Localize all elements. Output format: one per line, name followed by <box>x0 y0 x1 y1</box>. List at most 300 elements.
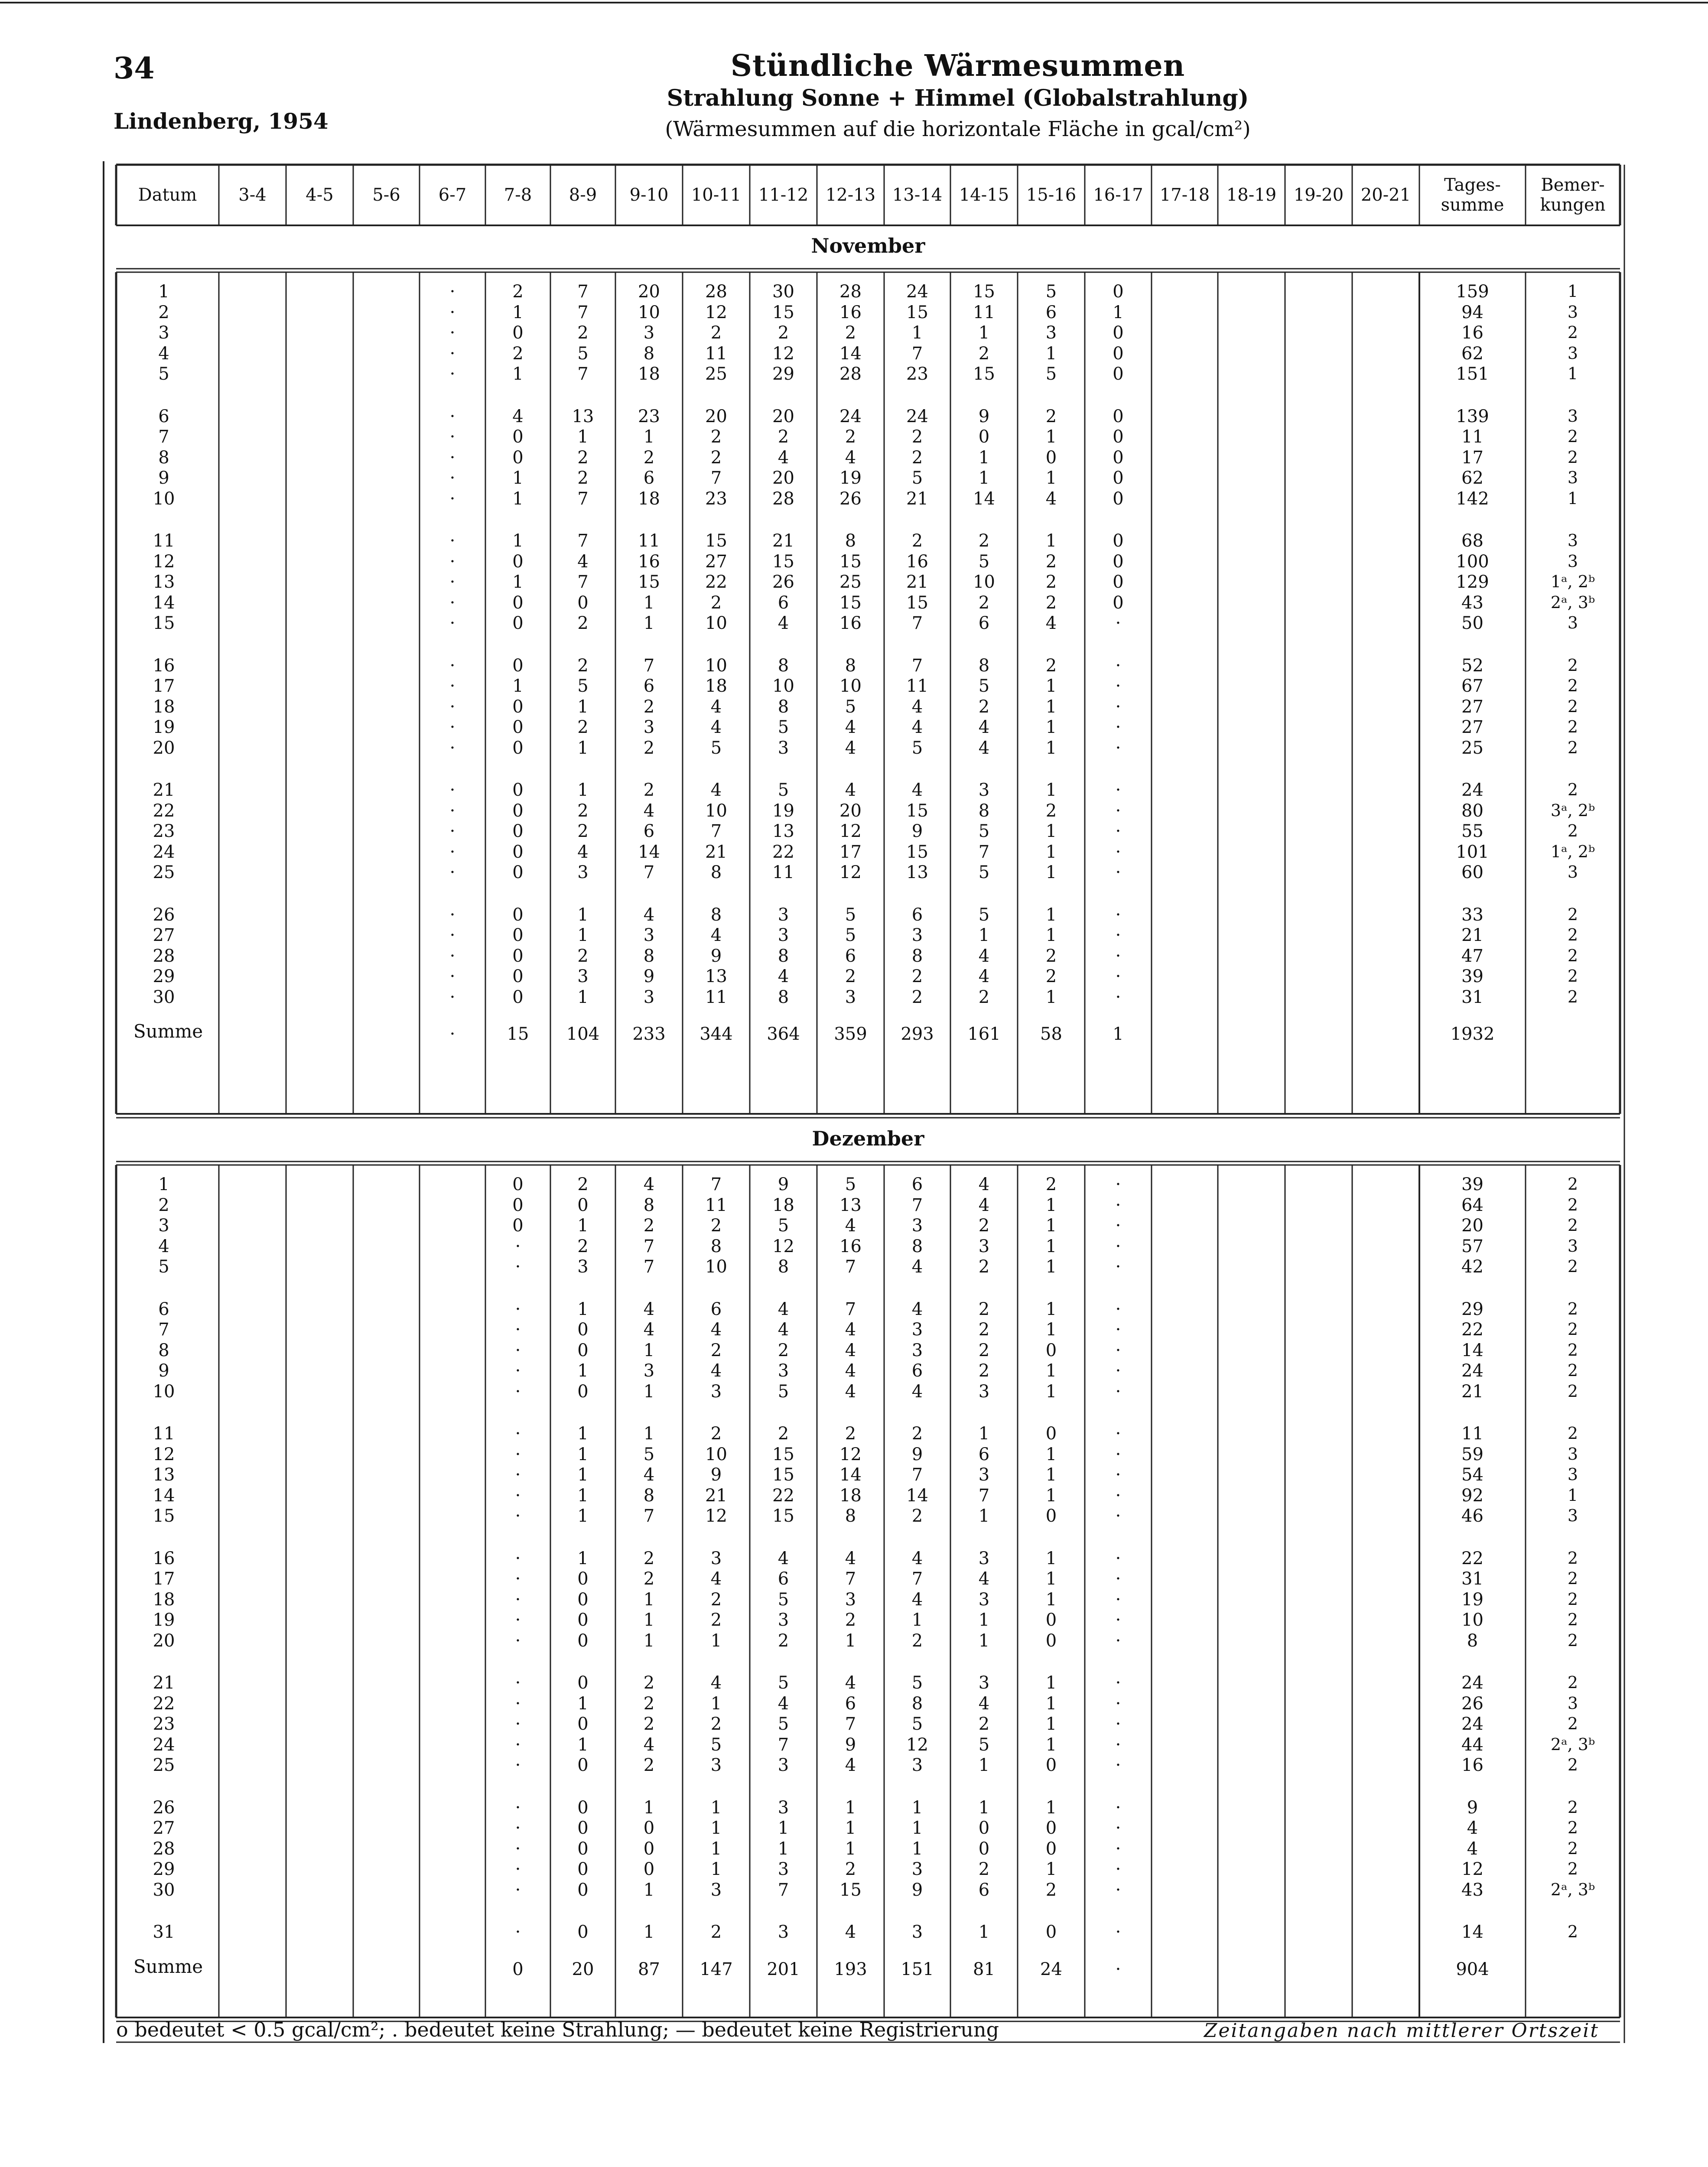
hourly-value: 1 <box>512 364 524 384</box>
hourly-value: 6 <box>911 1361 923 1381</box>
hourly-value: 10 <box>705 613 727 633</box>
hourly-value: 7 <box>911 343 923 364</box>
remark-code: 2 <box>1567 1797 1578 1817</box>
hourly-value: · <box>1115 1340 1121 1360</box>
hourly-value: 1 <box>643 1589 655 1610</box>
hourly-value: · <box>1115 821 1121 841</box>
hourly-value: · <box>1115 842 1121 862</box>
day-number: 13 <box>153 572 175 592</box>
hourly-value: 1 <box>911 1610 923 1630</box>
column-header: 16-17 <box>1093 185 1143 205</box>
hourly-value: · <box>515 1506 521 1526</box>
hourly-value: 4 <box>710 717 722 737</box>
hourly-value: 1 <box>1045 676 1057 696</box>
hourly-value: 0 <box>512 447 524 468</box>
hourly-value: 28 <box>705 282 727 302</box>
column-header: 15-16 <box>1026 185 1077 205</box>
hourly-value: 5 <box>845 1175 856 1194</box>
hourly-value: 10 <box>638 302 660 322</box>
hourly-value: 1 <box>978 468 990 488</box>
hourly-value: 5 <box>845 925 856 945</box>
hourly-value: 4 <box>1045 613 1057 633</box>
hourly-value: 1 <box>643 427 655 447</box>
remark-code: 2 <box>1567 987 1578 1006</box>
section-title: Dezember <box>812 1127 924 1150</box>
remark-code: 3ᵃ, 2ᵇ <box>1550 800 1595 820</box>
hourly-value: 2 <box>643 1755 655 1775</box>
hourly-value: 4 <box>978 1195 990 1215</box>
hourly-value: · <box>1115 1320 1121 1340</box>
daily-total: 11 <box>1461 1424 1484 1444</box>
hourly-value: 4 <box>710 1361 722 1381</box>
day-number: 12 <box>153 1444 175 1464</box>
daily-total: 21 <box>1461 1381 1484 1402</box>
hourly-value: 7 <box>845 1714 856 1734</box>
hourly-value: 3 <box>911 925 923 945</box>
hourly-value: 2 <box>845 966 856 986</box>
hourly-value: 8 <box>710 905 722 925</box>
remark-code: 2 <box>1567 1922 1578 1941</box>
hourly-value: 5 <box>978 821 990 841</box>
hourly-value: · <box>1115 1880 1121 1900</box>
column-header: 12-13 <box>825 185 876 205</box>
hourly-value: 2 <box>577 468 589 488</box>
hourly-value: · <box>449 780 455 800</box>
hourly-value: 5 <box>911 738 923 758</box>
hourly-value: 24 <box>906 282 928 302</box>
hourly-value: 1 <box>1045 1381 1057 1402</box>
hourly-value: 2 <box>577 655 589 676</box>
hourly-value: 8 <box>845 1506 856 1526</box>
hourly-value: · <box>1115 1361 1121 1381</box>
hourly-value: 4 <box>911 780 923 800</box>
hourly-value: 1 <box>577 1506 589 1526</box>
hourly-value: · <box>449 592 455 613</box>
hourly-value: 2 <box>911 1630 923 1651</box>
hourly-value: 3 <box>778 905 789 925</box>
hourly-value: 1 <box>1045 1569 1057 1589</box>
hourly-value: 2 <box>643 1569 655 1589</box>
hourly-value: 0 <box>978 427 990 447</box>
hourly-value: 2 <box>710 323 722 343</box>
hourly-value: 4 <box>845 1548 856 1568</box>
hourly-value: 19 <box>772 800 794 821</box>
hourly-value: 0 <box>512 613 524 633</box>
hourly-value: 1 <box>577 780 589 800</box>
hourly-value: · <box>449 572 455 592</box>
column-header: 17-18 <box>1159 185 1210 205</box>
hourly-value: 0 <box>512 905 524 925</box>
hourly-value: 0 <box>577 1610 589 1630</box>
hourly-value: 16 <box>638 551 660 572</box>
hourly-value: · <box>515 1673 521 1693</box>
hourly-value: 4 <box>911 696 923 717</box>
daily-total: 50 <box>1461 613 1484 633</box>
daily-total: 8 <box>1467 1630 1478 1651</box>
daily-total: 94 <box>1461 302 1484 322</box>
hourly-value: · <box>515 1755 521 1775</box>
hourly-value: 4 <box>643 1320 655 1340</box>
column-header: 13-14 <box>892 185 943 205</box>
hourly-value: 2 <box>778 1424 789 1444</box>
hourly-value: · <box>1115 1610 1121 1630</box>
hourly-value: 16 <box>839 1236 862 1256</box>
day-number: 3 <box>158 1216 169 1236</box>
hourly-value: 1 <box>978 323 990 343</box>
hourly-value: 3 <box>845 987 856 1007</box>
hourly-value: 7 <box>911 613 923 633</box>
hourly-value: 5 <box>911 468 923 488</box>
day-number: 15 <box>153 613 175 633</box>
sum-value: 24 <box>1040 1959 1062 1979</box>
hourly-value: 1 <box>577 1485 589 1506</box>
remark-code: 1 <box>1567 282 1578 301</box>
hourly-value: 1 <box>1045 1673 1057 1693</box>
daily-total: 44 <box>1461 1734 1484 1755</box>
hourly-value: 1 <box>978 1922 990 1942</box>
remark-code: 1 <box>1567 1485 1578 1505</box>
hourly-value: 4 <box>845 447 856 468</box>
hourly-value: · <box>1115 1485 1121 1506</box>
hourly-value: 15 <box>638 572 660 592</box>
hourly-value: 3 <box>778 1755 789 1775</box>
day-number: 11 <box>153 531 175 551</box>
day-number: 20 <box>153 1630 175 1651</box>
hourly-value: 7 <box>710 468 722 488</box>
hourly-value: 10 <box>705 655 727 676</box>
hourly-value: · <box>515 1320 521 1340</box>
hourly-value: 4 <box>911 1299 923 1319</box>
hourly-value: · <box>1115 800 1121 821</box>
hourly-value: · <box>1115 1506 1121 1526</box>
hourly-value: 1 <box>1045 343 1057 364</box>
daily-total: 21 <box>1461 925 1484 945</box>
hourly-value: 0 <box>512 842 524 862</box>
remark-code: 2 <box>1567 1381 1578 1401</box>
daily-total: 17 <box>1461 447 1484 468</box>
hourly-value: 27 <box>705 551 727 572</box>
hourly-value: 4 <box>643 1465 655 1485</box>
hourly-value: 0 <box>1113 551 1124 572</box>
hourly-value: 15 <box>705 531 727 551</box>
hourly-value: · <box>449 842 455 862</box>
daily-total: 80 <box>1461 800 1484 821</box>
hourly-value: 0 <box>512 1216 524 1236</box>
hourly-value: 18 <box>638 364 660 384</box>
hourly-value: 0 <box>577 1797 589 1818</box>
hourly-value: 1 <box>1045 1589 1057 1610</box>
hourly-value: 0 <box>1113 468 1124 488</box>
hourly-value: 2 <box>845 323 856 343</box>
hourly-value: 8 <box>778 946 789 966</box>
hourly-value: 8 <box>778 1257 789 1277</box>
day-number: 20 <box>153 738 175 758</box>
hourly-value: 3 <box>978 1548 990 1568</box>
hourly-value: 1 <box>1045 862 1057 882</box>
hourly-value: · <box>1115 1465 1121 1485</box>
hourly-value: · <box>1115 1734 1121 1755</box>
hourly-value: 15 <box>839 592 862 613</box>
column-header: 6-7 <box>438 185 467 205</box>
hourly-value: 5 <box>778 717 789 737</box>
hourly-value: 1 <box>1045 1361 1057 1381</box>
hourly-value: 1 <box>1045 1320 1057 1340</box>
day-number: 23 <box>153 1714 175 1734</box>
hourly-value: 25 <box>839 572 862 592</box>
hourly-value: 3 <box>978 1589 990 1610</box>
hourly-value: 1 <box>978 925 990 945</box>
hourly-value: 0 <box>512 551 524 572</box>
hourly-value: 15 <box>772 1465 794 1485</box>
daily-total: 33 <box>1461 905 1484 925</box>
hourly-value: 3 <box>978 780 990 800</box>
remark-code: 2 <box>1567 1424 1578 1443</box>
hourly-value: 8 <box>911 1693 923 1714</box>
hourly-value: 2 <box>845 1424 856 1444</box>
hourly-value: 4 <box>911 1257 923 1277</box>
hourly-value: 5 <box>577 676 589 696</box>
hourly-value: · <box>515 1838 521 1859</box>
hourly-value: 9 <box>911 821 923 841</box>
hourly-value: 4 <box>778 613 789 633</box>
hourly-value: 1 <box>643 1381 655 1402</box>
hourly-value: 8 <box>643 1195 655 1215</box>
hourly-value: · <box>515 1548 521 1568</box>
daily-total: 31 <box>1461 1569 1484 1589</box>
hourly-value: 0 <box>1113 282 1124 302</box>
sum-value: 20 <box>572 1959 594 1979</box>
day-number: 13 <box>153 1465 175 1485</box>
hourly-value: 7 <box>778 1880 789 1900</box>
hourly-value: 11 <box>705 1195 727 1215</box>
hourly-value: 6 <box>911 1175 923 1194</box>
hourly-value: · <box>515 1299 521 1319</box>
remark-code: 2 <box>1567 1630 1578 1650</box>
daily-total: 59 <box>1461 1444 1484 1464</box>
hourly-value: 4 <box>978 1569 990 1589</box>
hourly-value: 0 <box>512 655 524 676</box>
hourly-value: 7 <box>577 531 589 551</box>
hourly-value: 4 <box>911 1381 923 1402</box>
hourly-value: 4 <box>577 551 589 572</box>
hourly-value: 2 <box>643 1548 655 1568</box>
hourly-value: 1 <box>1045 1216 1057 1236</box>
hourly-value: 0 <box>577 1381 589 1402</box>
remark-code: 2 <box>1567 738 1578 757</box>
hourly-value: 0 <box>512 946 524 966</box>
day-number: 30 <box>153 1880 175 1900</box>
hourly-value: 0 <box>1113 343 1124 364</box>
hourly-value: 28 <box>839 282 862 302</box>
daily-total: 67 <box>1461 676 1484 696</box>
hourly-value: 9 <box>778 1175 789 1194</box>
hourly-value: 5 <box>911 1714 923 1734</box>
hourly-value: 10 <box>973 572 995 592</box>
hourly-value: 1 <box>577 1299 589 1319</box>
hourly-value: 8 <box>845 531 856 551</box>
hourly-value: 4 <box>577 842 589 862</box>
hourly-value: 4 <box>643 800 655 821</box>
hourly-value: 3 <box>643 925 655 945</box>
hourly-value: · <box>449 551 455 572</box>
day-number: 8 <box>158 1340 169 1360</box>
hourly-value: · <box>515 1922 521 1942</box>
hourly-value: 4 <box>1045 488 1057 509</box>
day-number: 4 <box>158 343 169 364</box>
hourly-value: · <box>449 282 455 302</box>
remark-code: 2 <box>1567 1569 1578 1588</box>
hourly-value: 1 <box>845 1838 856 1859</box>
hourly-value: 3 <box>845 1589 856 1610</box>
hourly-value: 8 <box>978 655 990 676</box>
hourly-value: · <box>1115 613 1121 633</box>
hourly-value: · <box>515 1444 521 1464</box>
hourly-value: 3 <box>710 1381 722 1402</box>
hourly-value: 4 <box>911 717 923 737</box>
hourly-value: 3 <box>643 323 655 343</box>
hourly-value: 1 <box>978 1630 990 1651</box>
hourly-value: 2 <box>577 821 589 841</box>
hourly-value: 8 <box>643 343 655 364</box>
day-number: 5 <box>158 364 169 384</box>
hourly-value: · <box>1115 1818 1121 1838</box>
hourly-value: 1 <box>1045 1693 1057 1714</box>
hourly-value: 2 <box>911 531 923 551</box>
hourly-value: · <box>1115 905 1121 925</box>
hourly-value: 6 <box>778 592 789 613</box>
hourly-value: 8 <box>643 946 655 966</box>
daily-total: 39 <box>1461 1175 1484 1194</box>
hourly-value: 3 <box>911 1859 923 1879</box>
time-note: Zeitangaben nach mittlerer Ortszeit <box>1204 2020 1599 2042</box>
hourly-value: 2 <box>577 800 589 821</box>
remark-code: 3 <box>1567 862 1578 882</box>
day-number: 29 <box>153 966 175 986</box>
hourly-value: · <box>1115 1381 1121 1402</box>
hourly-value: 7 <box>911 1195 923 1215</box>
sum-value: 81 <box>973 1959 995 1979</box>
sum-value: 359 <box>834 1024 867 1044</box>
remark-code: 2 <box>1567 905 1578 924</box>
hourly-value: 0 <box>643 1818 655 1838</box>
day-number: 9 <box>158 468 169 488</box>
hourly-value: 1 <box>978 1424 990 1444</box>
hourly-value: · <box>1115 1195 1121 1215</box>
hourly-value: 17 <box>839 842 862 862</box>
hourly-value: 4 <box>778 447 789 468</box>
hourly-value: 1 <box>1045 1859 1057 1879</box>
hourly-value: 0 <box>512 323 524 343</box>
remark-code: 2 <box>1567 447 1578 467</box>
hourly-value: 9 <box>911 1444 923 1464</box>
hourly-value: · <box>1115 1673 1121 1693</box>
hourly-value: · <box>1115 1216 1121 1236</box>
hourly-value: 2 <box>643 780 655 800</box>
hourly-value: 2 <box>911 1424 923 1444</box>
day-number: 24 <box>153 842 175 862</box>
hourly-value: 15 <box>772 1444 794 1464</box>
day-number: 6 <box>158 406 169 426</box>
hourly-value: · <box>449 862 455 882</box>
hourly-value: 1 <box>577 1444 589 1464</box>
hourly-value: 2 <box>778 1340 789 1360</box>
hourly-value: 1 <box>845 1797 856 1818</box>
hourly-value: 1 <box>978 1755 990 1775</box>
hourly-value: 0 <box>1113 572 1124 592</box>
hourly-value: 0 <box>512 696 524 717</box>
hourly-value: 20 <box>772 468 794 488</box>
hourly-value: 22 <box>772 1485 794 1506</box>
hourly-value: · <box>449 613 455 633</box>
hourly-value: · <box>515 1630 521 1651</box>
daily-total: 39 <box>1461 966 1484 986</box>
hourly-value: 1 <box>577 1216 589 1236</box>
remark-code: 2 <box>1567 717 1578 736</box>
sum-value: 293 <box>901 1024 934 1044</box>
column-header: 8-9 <box>569 185 597 205</box>
hourly-value: 4 <box>845 717 856 737</box>
hourly-value: 0 <box>577 1880 589 1900</box>
hourly-value: · <box>515 1714 521 1734</box>
day-number: 1 <box>158 1175 169 1194</box>
day-number: 25 <box>153 862 175 882</box>
hourly-value: 7 <box>577 302 589 322</box>
hourly-value: · <box>1115 1714 1121 1734</box>
column-header: 18-19 <box>1226 185 1277 205</box>
hourly-value: 4 <box>710 1569 722 1589</box>
hourly-value: 1 <box>577 1693 589 1714</box>
column-header: 10-11 <box>691 185 742 205</box>
remark-code: 2 <box>1567 1673 1578 1692</box>
remark-code: 2 <box>1567 1195 1578 1214</box>
sum-value: 15 <box>507 1024 529 1044</box>
remark-code: 1 <box>1567 488 1578 508</box>
hourly-value: 4 <box>911 1548 923 1568</box>
day-number: 9 <box>158 1361 169 1381</box>
hourly-value: 2 <box>643 447 655 468</box>
hourly-value: 18 <box>638 488 660 509</box>
day-number: 29 <box>153 1859 175 1879</box>
daily-total: 151 <box>1456 364 1489 384</box>
sum-total: 904 <box>1456 1959 1489 1979</box>
hourly-value: 3 <box>778 1859 789 1879</box>
column-header: 3-4 <box>238 185 267 205</box>
hourly-value: · <box>1115 738 1121 758</box>
sum-value: 104 <box>566 1024 600 1044</box>
daily-total: 139 <box>1456 406 1489 426</box>
hourly-value: · <box>449 925 455 945</box>
daily-total: 64 <box>1461 1195 1484 1215</box>
hourly-value: 2 <box>643 1673 655 1693</box>
hourly-value: 6 <box>978 613 990 633</box>
hourly-value: 4 <box>710 1673 722 1693</box>
hourly-value: 4 <box>643 1175 655 1194</box>
hourly-value: 4 <box>710 1320 722 1340</box>
remark-code: 2 <box>1567 1340 1578 1360</box>
hourly-value: 4 <box>778 1299 789 1319</box>
hourly-value: 1 <box>577 427 589 447</box>
daily-total: 68 <box>1461 531 1484 551</box>
hourly-value: 1 <box>512 531 524 551</box>
hourly-value: 6 <box>643 676 655 696</box>
hourly-value: 0 <box>1113 531 1124 551</box>
hourly-value: · <box>1115 1175 1121 1194</box>
hourly-value: 3 <box>577 862 589 882</box>
sum-label: Summe <box>133 1021 203 1042</box>
hourly-value: 12 <box>906 1734 928 1755</box>
hourly-value: · <box>1115 1922 1121 1942</box>
hourly-value: · <box>1115 862 1121 882</box>
